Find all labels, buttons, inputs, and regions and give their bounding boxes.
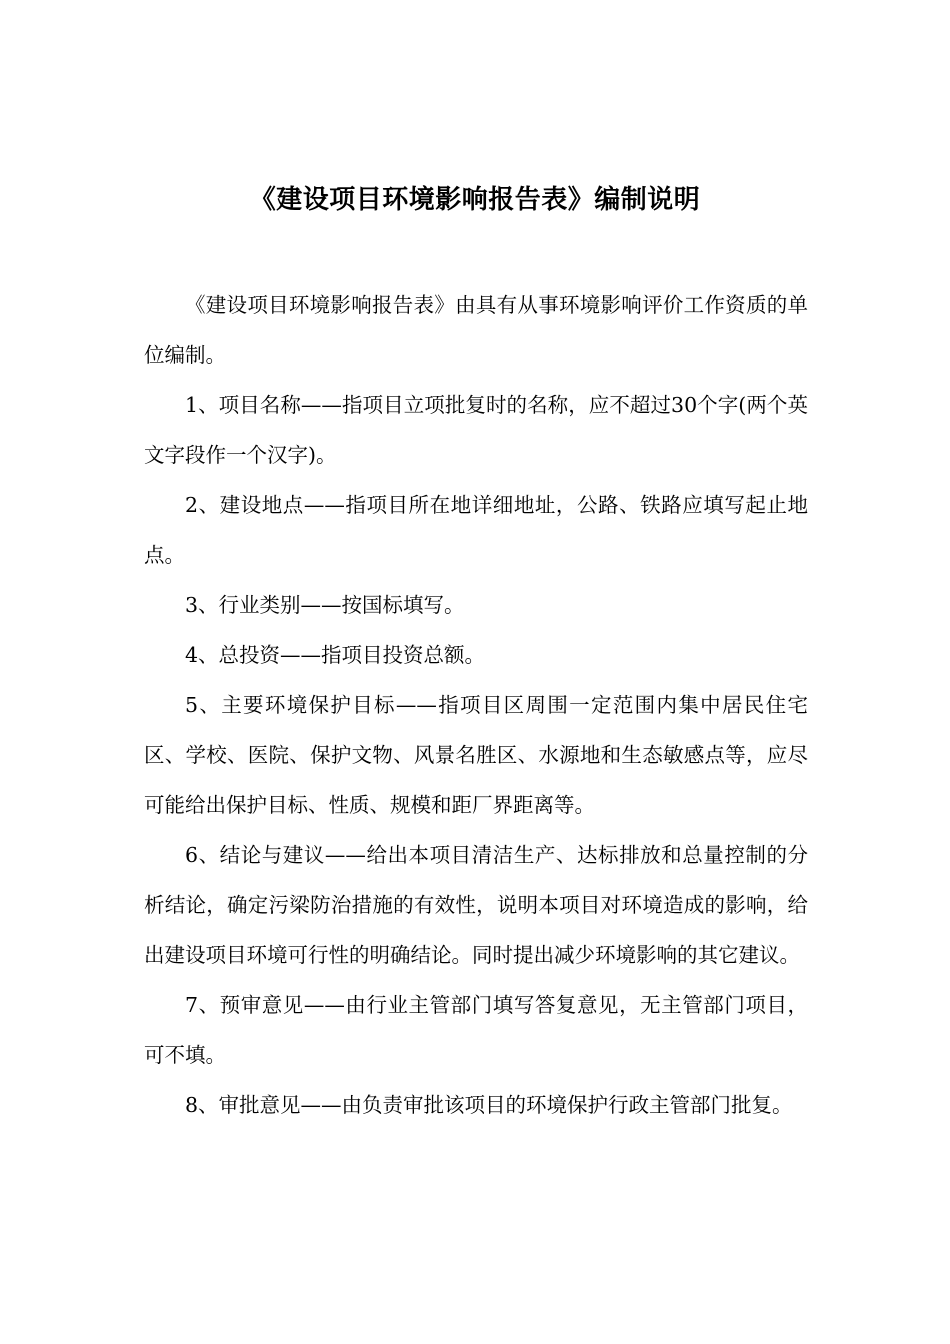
item-total-investment: 4、总投资——指项目投资总额。 bbox=[185, 643, 486, 667]
document-body bbox=[144, 280, 808, 1130]
item-project-name: 1、项目名称——指项目立项批复时的名称，应不超过30个字(两个英文字段作一个汉字)。 bbox=[144, 393, 808, 467]
item-preliminary-review: 7、预审意见——由行业主管部门填写答复意见，无主管部门项目，可不填。 bbox=[144, 993, 808, 1067]
intro-paragraph: 《建设项目环境影响报告表》由具有从事环境影响评价工作资质的单位编制。 bbox=[144, 293, 808, 367]
item-approval-opinion: 8、审批意见——由负责审批该项目的环境保护行政主管部门批复。 bbox=[185, 1093, 793, 1117]
item-conclusions: 6、结论与建议——给出本项目清洁生产、达标排放和总量控制的分析结论，确定污梁防治措施的有效性，说明本项目对环境造成的影响，给出建设项目环境可行性的明确结论。同时提出减少环境影响的其它建议。 bbox=[144, 843, 808, 967]
item-industry-category: 3、行业类别——按国标填写。 bbox=[185, 593, 465, 617]
document-title: 《建设项目环境影响报告表》编制说明 bbox=[249, 185, 701, 215]
item-construction-site: 2、建设地点——指项目所在地详细地址，公路、铁路应填写起止地点。 bbox=[144, 493, 808, 567]
item-protection-targets: 5、主要环境保护目标——指项目区周围一定范围内集中居民住宅区、学校、医院、保护文物、风景名胜区、水源地和生态敏感点等，应尽可能给出保护目标、性质、规模和距厂界距离等。 bbox=[144, 693, 808, 817]
